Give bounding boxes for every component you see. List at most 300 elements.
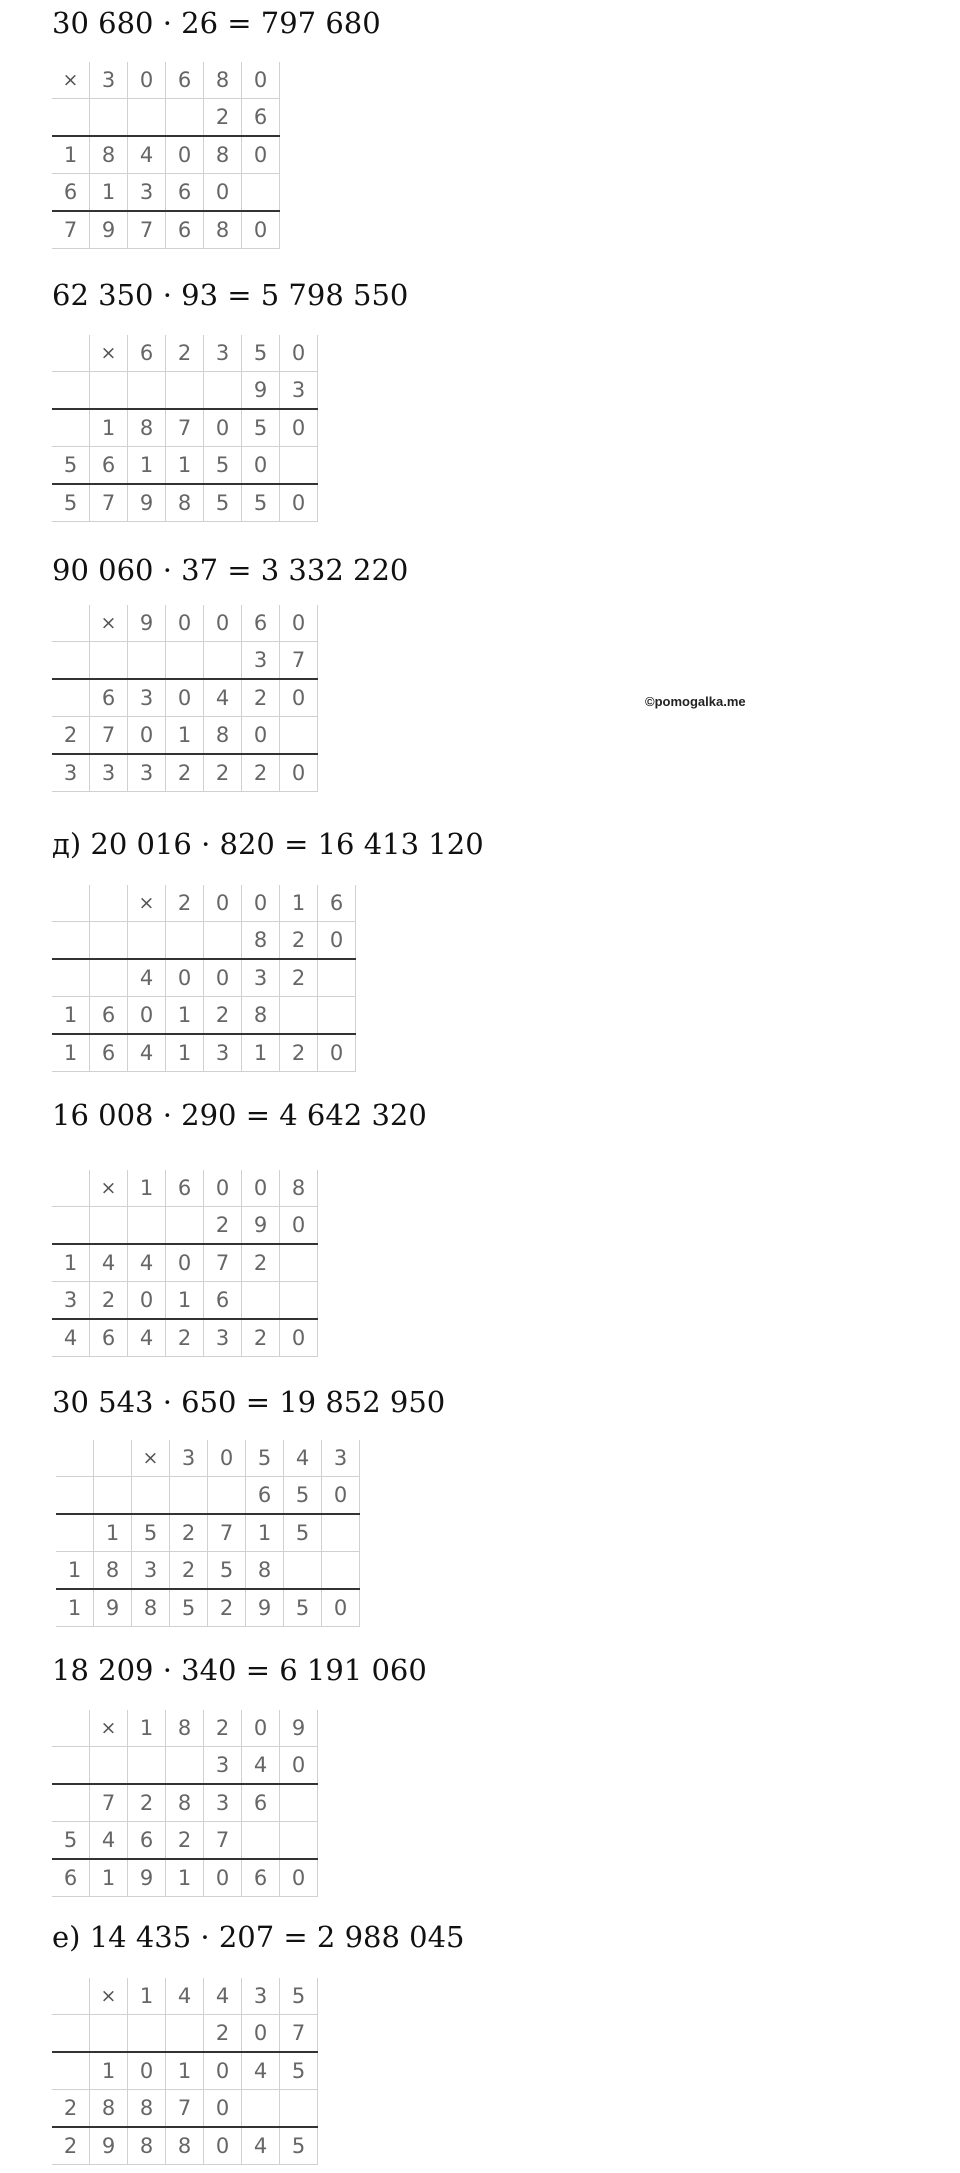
digit-cell: 1 — [52, 997, 90, 1035]
digit-cell: 8 — [90, 136, 128, 174]
digit-cell: 6 — [52, 174, 90, 212]
digit-cell: 9 — [242, 372, 280, 410]
digit-cell — [166, 1207, 204, 1245]
problem-8-equation: е) 14 435 · 207 = 2 988 045 — [52, 1920, 465, 1954]
digit-cell — [52, 409, 90, 447]
digit-cell — [52, 959, 90, 997]
grid-row — [52, 484, 318, 522]
digit-cell: 3 — [242, 959, 280, 997]
digit-cell: 1 — [128, 1170, 166, 1207]
digit-cell — [318, 997, 356, 1035]
digit-cell: 2 — [52, 2090, 90, 2128]
digit-cell: 4 — [242, 2127, 280, 2165]
digit-cell — [90, 885, 128, 922]
digit-cell: 6 — [242, 1859, 280, 1897]
grid-row — [52, 997, 356, 1035]
digit-cell — [128, 372, 166, 410]
digit-cell: 8 — [204, 136, 242, 174]
digit-cell: 6 — [128, 1822, 166, 1860]
digit-cell: 5 — [284, 1477, 322, 1515]
digit-cell: 0 — [280, 1207, 318, 1245]
grid-row — [52, 1859, 318, 1897]
digit-cell: 0 — [208, 1440, 246, 1477]
grid-row — [52, 174, 280, 212]
digit-cell: 6 — [90, 997, 128, 1035]
digit-cell: 0 — [280, 1747, 318, 1785]
digit-cell: 7 — [52, 211, 90, 249]
digit-cell: 6 — [90, 679, 128, 717]
digit-cell: 9 — [128, 484, 166, 522]
digit-cell — [52, 335, 90, 372]
digit-cell: 2 — [204, 99, 242, 137]
digit-cell: 3 — [170, 1440, 208, 1477]
digit-cell: 1 — [52, 1244, 90, 1282]
digit-cell: 0 — [242, 447, 280, 485]
digit-cell — [56, 1514, 94, 1552]
digit-cell — [90, 372, 128, 410]
digit-cell — [52, 2015, 90, 2053]
digit-cell: 2 — [242, 1244, 280, 1282]
digit-cell — [128, 1207, 166, 1245]
digit-cell: 2 — [204, 2015, 242, 2053]
digit-cell: 2 — [204, 1710, 242, 1747]
digit-cell: 3 — [90, 62, 128, 99]
digit-cell: 6 — [90, 1319, 128, 1357]
digit-cell — [128, 922, 166, 960]
problem-1-multiplication-grid — [52, 62, 280, 249]
grid-row — [56, 1589, 360, 1627]
digit-cell — [166, 372, 204, 410]
problem-4-equation: д) 20 016 · 820 = 16 413 120 — [52, 827, 484, 861]
digit-cell: 0 — [318, 1034, 356, 1072]
digit-cell: 0 — [204, 1170, 242, 1207]
digit-cell: 7 — [128, 211, 166, 249]
digit-cell — [90, 959, 128, 997]
digit-cell: 3 — [52, 754, 90, 792]
digit-cell: 1 — [56, 1589, 94, 1627]
grid-row — [52, 372, 318, 410]
grid-row — [52, 447, 318, 485]
digit-cell: 2 — [242, 679, 280, 717]
digit-cell: 4 — [128, 959, 166, 997]
digit-cell: 4 — [242, 2052, 280, 2090]
grid-row — [52, 1207, 318, 1245]
digit-cell: 0 — [166, 136, 204, 174]
grid-row — [52, 1978, 318, 2015]
digit-cell — [166, 642, 204, 680]
digit-cell: 3 — [204, 1784, 242, 1822]
digit-cell: 1 — [166, 447, 204, 485]
digit-cell: 9 — [280, 1710, 318, 1747]
digit-cell: 9 — [128, 605, 166, 642]
digit-cell: 0 — [204, 1859, 242, 1897]
digit-cell — [128, 1747, 166, 1785]
digit-cell: 0 — [280, 679, 318, 717]
grid-row — [52, 136, 280, 174]
digit-cell: 0 — [166, 679, 204, 717]
digit-cell — [204, 372, 242, 410]
times-sign: × — [52, 62, 90, 99]
grid-row — [52, 62, 280, 99]
problem-4-multiplication-grid — [52, 885, 356, 1072]
digit-cell: 0 — [280, 409, 318, 447]
digit-cell — [52, 885, 90, 922]
digit-cell: 3 — [128, 174, 166, 212]
digit-cell: 6 — [128, 335, 166, 372]
digit-cell: 2 — [280, 922, 318, 960]
digit-cell: 4 — [90, 1822, 128, 1860]
digit-cell: 1 — [166, 1859, 204, 1897]
digit-cell: 3 — [132, 1552, 170, 1590]
digit-cell: 9 — [246, 1589, 284, 1627]
digit-cell: 0 — [242, 2015, 280, 2053]
digit-cell: 0 — [280, 1859, 318, 1897]
digit-cell: 0 — [204, 2052, 242, 2090]
grid-row — [52, 1784, 318, 1822]
digit-cell — [280, 1822, 318, 1860]
digit-cell: 7 — [280, 642, 318, 680]
digit-cell: 0 — [242, 717, 280, 755]
digit-cell: 8 — [204, 717, 242, 755]
digit-cell: 0 — [128, 997, 166, 1035]
grid-row — [56, 1477, 360, 1515]
digit-cell — [166, 99, 204, 137]
digit-cell: 1 — [242, 1034, 280, 1072]
digit-cell: 2 — [208, 1589, 246, 1627]
digit-cell: 2 — [242, 1319, 280, 1357]
grid-row — [52, 1244, 318, 1282]
digit-cell — [52, 1747, 90, 1785]
digit-cell — [52, 1978, 90, 2015]
digit-cell: 5 — [52, 447, 90, 485]
digit-cell: 2 — [242, 754, 280, 792]
digit-cell: 8 — [280, 1170, 318, 1207]
digit-cell: 1 — [166, 997, 204, 1035]
digit-cell: 0 — [204, 2127, 242, 2165]
digit-cell: 1 — [128, 447, 166, 485]
digit-cell: 2 — [166, 885, 204, 922]
digit-cell: 2 — [90, 1282, 128, 1320]
problem-7-multiplication-grid — [52, 1710, 318, 1897]
digit-cell — [242, 2090, 280, 2128]
grid-row — [52, 1319, 318, 1357]
digit-cell: 2 — [280, 1034, 318, 1072]
digit-cell: 4 — [166, 1978, 204, 2015]
digit-cell: 1 — [52, 1034, 90, 1072]
digit-cell: 8 — [128, 2090, 166, 2128]
digit-cell — [280, 1282, 318, 1320]
digit-cell — [322, 1552, 360, 1590]
problem-1-equation: 30 680 · 26 = 797 680 — [52, 6, 381, 40]
digit-cell: 8 — [204, 211, 242, 249]
digit-cell: 1 — [90, 174, 128, 212]
digit-cell: 0 — [204, 409, 242, 447]
grid-row — [52, 2052, 318, 2090]
digit-cell: 5 — [242, 409, 280, 447]
digit-cell — [242, 1822, 280, 1860]
digit-cell — [132, 1477, 170, 1515]
digit-cell: 2 — [128, 1784, 166, 1822]
digit-cell: 6 — [246, 1477, 284, 1515]
digit-cell: 0 — [204, 174, 242, 212]
digit-cell: 9 — [90, 211, 128, 249]
digit-cell: 1 — [128, 1710, 166, 1747]
digit-cell: 9 — [90, 2127, 128, 2165]
digit-cell: 0 — [128, 1282, 166, 1320]
digit-cell: 8 — [166, 484, 204, 522]
digit-cell — [280, 2090, 318, 2128]
digit-cell — [52, 372, 90, 410]
grid-row — [52, 335, 318, 372]
digit-cell: 7 — [204, 1244, 242, 1282]
digit-cell — [52, 642, 90, 680]
problem-7-equation: 18 209 · 340 = 6 191 060 — [52, 1653, 427, 1687]
digit-cell: 0 — [204, 885, 242, 922]
digit-cell: 1 — [246, 1514, 284, 1552]
digit-cell: 2 — [166, 754, 204, 792]
digit-cell: 0 — [242, 885, 280, 922]
digit-cell — [56, 1477, 94, 1515]
digit-cell: 0 — [318, 922, 356, 960]
digit-cell — [280, 997, 318, 1035]
grid-row — [52, 99, 280, 137]
digit-cell — [322, 1514, 360, 1552]
digit-cell: 0 — [242, 62, 280, 99]
digit-cell: 4 — [128, 1244, 166, 1282]
digit-cell: 4 — [52, 1319, 90, 1357]
digit-cell: 5 — [132, 1514, 170, 1552]
problem-2-multiplication-grid — [52, 335, 318, 522]
digit-cell: 8 — [242, 997, 280, 1035]
digit-cell: 8 — [128, 2127, 166, 2165]
digit-cell — [166, 2015, 204, 2053]
digit-cell — [204, 642, 242, 680]
digit-cell: 0 — [204, 2090, 242, 2128]
digit-cell — [52, 1207, 90, 1245]
digit-cell: 0 — [280, 1319, 318, 1357]
grid-row — [52, 642, 318, 680]
digit-cell: 1 — [280, 885, 318, 922]
digit-cell — [90, 2015, 128, 2053]
digit-cell — [52, 679, 90, 717]
digit-cell: 4 — [204, 679, 242, 717]
digit-cell — [90, 1747, 128, 1785]
digit-cell: 8 — [166, 1710, 204, 1747]
digit-cell: 3 — [204, 335, 242, 372]
digit-cell: 0 — [280, 335, 318, 372]
digit-cell — [318, 959, 356, 997]
digit-cell: 0 — [166, 959, 204, 997]
digit-cell: 8 — [246, 1552, 284, 1590]
digit-cell: 7 — [166, 2090, 204, 2128]
digit-cell — [90, 1207, 128, 1245]
digit-cell: 2 — [204, 997, 242, 1035]
problem-2-equation: 62 350 · 93 = 5 798 550 — [52, 278, 409, 312]
grid-row — [52, 885, 356, 922]
digit-cell: 1 — [128, 1978, 166, 2015]
grid-row — [52, 959, 356, 997]
digit-cell — [90, 642, 128, 680]
digit-cell: 9 — [94, 1589, 132, 1627]
digit-cell: 7 — [166, 409, 204, 447]
digit-cell — [94, 1477, 132, 1515]
problem-3-equation: 90 060 · 37 = 3 332 220 — [52, 553, 409, 587]
digit-cell: 9 — [128, 1859, 166, 1897]
digit-cell — [280, 717, 318, 755]
times-sign: × — [128, 885, 166, 922]
digit-cell: 5 — [242, 484, 280, 522]
grid-row — [52, 2015, 318, 2053]
digit-cell — [166, 922, 204, 960]
digit-cell: 8 — [128, 409, 166, 447]
digit-cell — [280, 1784, 318, 1822]
grid-row — [56, 1440, 360, 1477]
digit-cell: 0 — [166, 605, 204, 642]
times-sign: × — [90, 605, 128, 642]
watermark: ©pomogalka.me — [645, 694, 746, 709]
digit-cell: 1 — [166, 1034, 204, 1072]
digit-cell: 6 — [242, 605, 280, 642]
digit-cell: 5 — [280, 2127, 318, 2165]
digit-cell: 6 — [52, 1859, 90, 1897]
digit-cell: 5 — [52, 484, 90, 522]
digit-cell: 3 — [128, 754, 166, 792]
digit-cell: 6 — [318, 885, 356, 922]
digit-cell: 3 — [242, 1978, 280, 2015]
digit-cell: 3 — [90, 754, 128, 792]
digit-cell: 0 — [166, 1244, 204, 1282]
digit-cell: 6 — [242, 99, 280, 137]
digit-cell: 5 — [284, 1589, 322, 1627]
digit-cell — [52, 605, 90, 642]
digit-cell: 5 — [204, 484, 242, 522]
digit-cell: 0 — [280, 484, 318, 522]
times-sign: × — [90, 1170, 128, 1207]
digit-cell: 7 — [280, 2015, 318, 2053]
digit-cell: 0 — [280, 754, 318, 792]
digit-cell: 2 — [170, 1514, 208, 1552]
digit-cell: 2 — [204, 754, 242, 792]
digit-cell: 3 — [52, 1282, 90, 1320]
digit-cell — [128, 642, 166, 680]
grid-row — [52, 1034, 356, 1072]
digit-cell: 1 — [166, 717, 204, 755]
problem-5-equation: 16 008 · 290 = 4 642 320 — [52, 1098, 427, 1132]
digit-cell: 7 — [90, 1784, 128, 1822]
digit-cell: 5 — [52, 1822, 90, 1860]
digit-cell: 5 — [204, 447, 242, 485]
digit-cell: 7 — [90, 484, 128, 522]
digit-cell — [166, 1747, 204, 1785]
digit-cell: 6 — [242, 1784, 280, 1822]
digit-cell — [284, 1552, 322, 1590]
digit-cell — [52, 99, 90, 137]
digit-cell: 5 — [170, 1589, 208, 1627]
digit-cell: 7 — [90, 717, 128, 755]
digit-cell — [170, 1477, 208, 1515]
times-sign: × — [90, 1710, 128, 1747]
digit-cell: 2 — [166, 1319, 204, 1357]
digit-cell: 8 — [166, 1784, 204, 1822]
digit-cell: 2 — [166, 1822, 204, 1860]
grid-row — [52, 717, 318, 755]
digit-cell: 6 — [166, 62, 204, 99]
digit-cell: 4 — [128, 1034, 166, 1072]
digit-cell: 5 — [208, 1552, 246, 1590]
digit-cell: 3 — [242, 642, 280, 680]
digit-cell: 2 — [280, 959, 318, 997]
problem-3-multiplication-grid — [52, 605, 318, 792]
grid-row — [56, 1514, 360, 1552]
digit-cell: 3 — [204, 1747, 242, 1785]
problem-5-multiplication-grid — [52, 1170, 318, 1357]
digit-cell: 5 — [246, 1440, 284, 1477]
grid-row — [52, 2090, 318, 2128]
times-sign: × — [90, 335, 128, 372]
digit-cell: 0 — [322, 1477, 360, 1515]
digit-cell: 6 — [204, 1282, 242, 1320]
grid-row — [52, 1822, 318, 1860]
digit-cell: 1 — [90, 2052, 128, 2090]
digit-cell: 4 — [284, 1440, 322, 1477]
digit-cell — [52, 1170, 90, 1207]
digit-cell: 5 — [280, 1978, 318, 2015]
grid-row — [52, 2127, 318, 2165]
digit-cell — [128, 2015, 166, 2053]
digit-cell: 1 — [52, 136, 90, 174]
grid-row — [52, 1710, 318, 1747]
digit-cell: 6 — [166, 211, 204, 249]
digit-cell — [90, 99, 128, 137]
grid-row — [52, 922, 356, 960]
digit-cell: 1 — [90, 1859, 128, 1897]
digit-cell: 1 — [94, 1514, 132, 1552]
grid-row — [56, 1552, 360, 1590]
digit-cell: 2 — [52, 717, 90, 755]
digit-cell: 0 — [242, 211, 280, 249]
digit-cell: 0 — [128, 62, 166, 99]
digit-cell — [280, 1244, 318, 1282]
digit-cell: 0 — [280, 605, 318, 642]
digit-cell: 1 — [166, 1282, 204, 1320]
grid-row — [52, 754, 318, 792]
digit-cell: 5 — [242, 335, 280, 372]
digit-cell: 1 — [90, 409, 128, 447]
digit-cell: 1 — [56, 1552, 94, 1590]
digit-cell — [52, 2052, 90, 2090]
digit-cell: 2 — [204, 1207, 242, 1245]
grid-row — [52, 409, 318, 447]
digit-cell: 3 — [322, 1440, 360, 1477]
digit-cell: 3 — [280, 372, 318, 410]
digit-cell: 6 — [90, 447, 128, 485]
times-sign: × — [132, 1440, 170, 1477]
digit-cell: 0 — [242, 136, 280, 174]
digit-cell: 7 — [204, 1822, 242, 1860]
grid-row — [52, 1282, 318, 1320]
digit-cell: 4 — [242, 1747, 280, 1785]
digit-cell: 4 — [128, 136, 166, 174]
digit-cell: 0 — [322, 1589, 360, 1627]
digit-cell: 6 — [90, 1034, 128, 1072]
digit-cell: 8 — [94, 1552, 132, 1590]
digit-cell — [280, 447, 318, 485]
digit-cell — [94, 1440, 132, 1477]
digit-cell: 6 — [166, 1170, 204, 1207]
digit-cell — [242, 1282, 280, 1320]
grid-row — [52, 679, 318, 717]
digit-cell: 0 — [128, 2052, 166, 2090]
